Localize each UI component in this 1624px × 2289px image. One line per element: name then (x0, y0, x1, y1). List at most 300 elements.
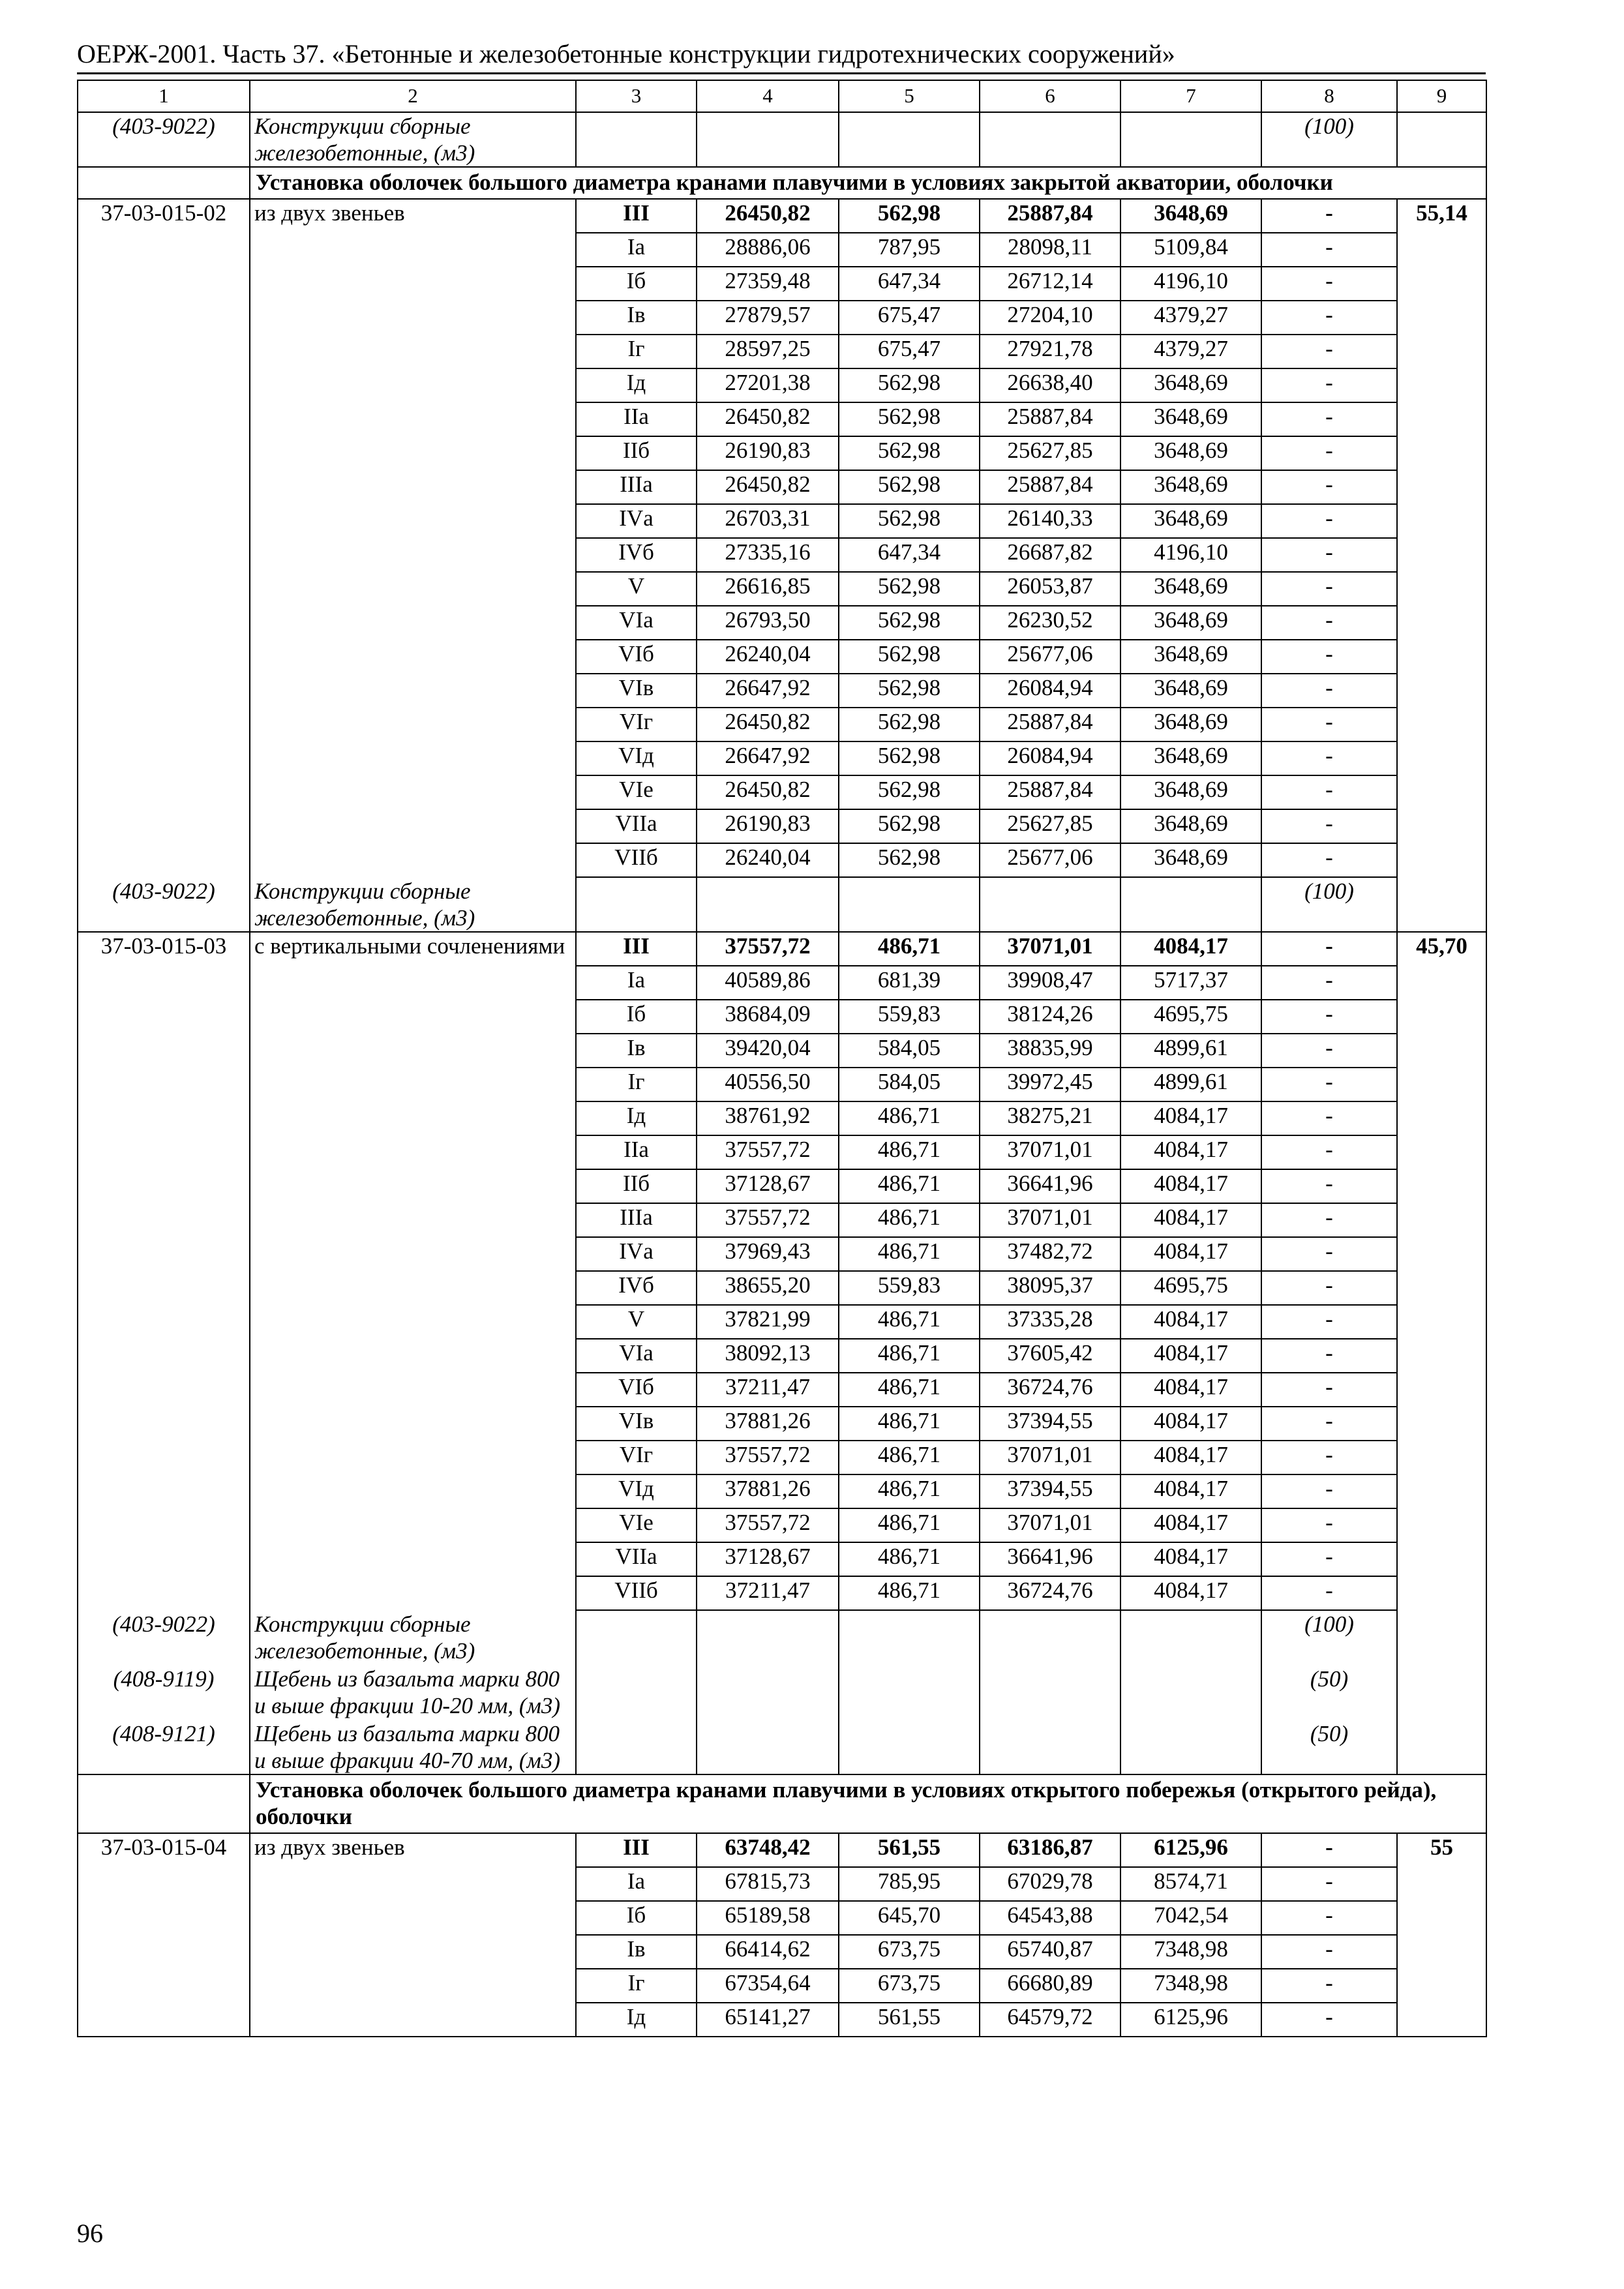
rate-row (78, 843, 1486, 877)
value-cell: 5109,84 (1120, 233, 1261, 267)
value-cell: - (1261, 606, 1397, 640)
value-cell: 27204,10 (980, 301, 1120, 335)
value-cell: - (1261, 1101, 1397, 1135)
value-cell: 26638,40 (980, 368, 1120, 402)
rates-table (77, 80, 1487, 2037)
value-cell: 37071,01 (980, 1203, 1120, 1237)
empty-cell (1397, 741, 1486, 775)
rate-row (78, 966, 1486, 1000)
value-cell: 562,98 (839, 504, 980, 538)
rate-row (78, 2003, 1486, 2037)
empty-cell (250, 1935, 576, 1969)
value-cell: - (1261, 368, 1397, 402)
value-cell: 562,98 (839, 775, 980, 809)
value-cell: 3648,69 (1120, 674, 1261, 708)
value-cell: 486,71 (839, 1508, 980, 1542)
material-row (78, 1665, 1486, 1720)
value-cell: - (1261, 470, 1397, 504)
zone-cell: VIIб (576, 843, 697, 877)
value-cell: 562,98 (839, 843, 980, 877)
value-cell: 25677,06 (980, 640, 1120, 674)
zone-cell: VIг (576, 1441, 697, 1474)
value-cell: 673,75 (839, 1969, 980, 2003)
empty-cell (250, 1339, 576, 1373)
value-cell: 486,71 (839, 1169, 980, 1203)
value-cell: - (1261, 1969, 1397, 2003)
column-number: 6 (980, 80, 1120, 112)
empty-cell (1397, 674, 1486, 708)
value-cell: 4899,61 (1120, 1034, 1261, 1068)
value-cell: - (1261, 1373, 1397, 1407)
value-cell: 66680,89 (980, 1969, 1120, 2003)
value-cell: 38092,13 (697, 1339, 839, 1373)
rate-row (78, 233, 1486, 267)
zone-cell: VIа (576, 606, 697, 640)
empty-cell (1397, 843, 1486, 877)
value-cell: 559,83 (839, 1000, 980, 1034)
empty-cell (1397, 1441, 1486, 1474)
value-cell: 25887,84 (980, 470, 1120, 504)
empty-cell (1397, 877, 1486, 932)
zone-cell: Iг (576, 1068, 697, 1101)
value-cell: 38095,37 (980, 1271, 1120, 1305)
value-cell: 26793,50 (697, 606, 839, 640)
empty-cell (78, 1000, 250, 1034)
empty-cell (1397, 606, 1486, 640)
rate-row (78, 1068, 1486, 1101)
empty-cell (78, 1901, 250, 1935)
value-cell: 559,83 (839, 1271, 980, 1305)
zone-cell: VIв (576, 674, 697, 708)
empty-cell (1397, 1305, 1486, 1339)
item-name: с вертикальными сочленениями (250, 932, 576, 966)
column-number: 3 (576, 80, 697, 112)
value-cell: 26190,83 (697, 809, 839, 843)
value-cell: - (1261, 1305, 1397, 1339)
empty-cell (1397, 1135, 1486, 1169)
value-cell: - (1261, 1135, 1397, 1169)
empty-cell (250, 809, 576, 843)
empty-cell (250, 301, 576, 335)
empty-cell (250, 741, 576, 775)
material-row (78, 1720, 1486, 1774)
value-cell: 561,55 (839, 1833, 980, 1867)
value-cell: 39972,45 (980, 1068, 1120, 1101)
empty-cell (839, 1720, 980, 1774)
value-cell: 26450,82 (697, 199, 839, 233)
material-row (78, 112, 1486, 167)
empty-cell (250, 402, 576, 436)
empty-cell (1397, 1237, 1486, 1271)
empty-cell (1397, 1101, 1486, 1135)
rate-row (78, 1508, 1486, 1542)
value-cell: - (1261, 538, 1397, 572)
value-cell: 37482,72 (980, 1237, 1120, 1271)
value-cell: - (1261, 932, 1397, 966)
value-cell: - (1261, 1271, 1397, 1305)
value-cell: 3648,69 (1120, 843, 1261, 877)
value-cell: - (1261, 1901, 1397, 1935)
value-cell: 64543,88 (980, 1901, 1120, 1935)
empty-cell (839, 1665, 980, 1720)
empty-cell (1397, 1969, 1486, 2003)
value-cell: 65141,27 (697, 2003, 839, 2037)
zone-cell: IVб (576, 538, 697, 572)
empty-cell (250, 775, 576, 809)
value-cell: 65740,87 (980, 1935, 1120, 1969)
empty-cell (1397, 1474, 1486, 1508)
value-cell: - (1261, 1508, 1397, 1542)
empty-cell (697, 112, 839, 167)
empty-cell (78, 1271, 250, 1305)
empty-cell (78, 1101, 250, 1135)
value-cell: - (1261, 640, 1397, 674)
rate-row (78, 1969, 1486, 2003)
empty-cell (1397, 1407, 1486, 1441)
value-cell: - (1261, 1068, 1397, 1101)
value-cell: 37211,47 (697, 1373, 839, 1407)
zone-cell: IIIа (576, 1203, 697, 1237)
value-cell: - (1261, 1203, 1397, 1237)
empty-cell (250, 1271, 576, 1305)
value-cell: 37881,26 (697, 1407, 839, 1441)
empty-cell (250, 470, 576, 504)
value-cell: 26230,52 (980, 606, 1120, 640)
value-cell: 4196,10 (1120, 267, 1261, 301)
rate-row (78, 1576, 1486, 1610)
value-cell: 7042,54 (1120, 1901, 1261, 1935)
value-cell: 37557,72 (697, 1441, 839, 1474)
section-title: Установка оболочек большого диаметра кранами плавучими в условиях закрытой акватории, оболочки (250, 167, 1486, 199)
value-cell: - (1261, 1000, 1397, 1034)
material-qty: (100) (1261, 877, 1397, 932)
value-cell: 4084,17 (1120, 1305, 1261, 1339)
value-cell: 36724,76 (980, 1373, 1120, 1407)
zone-cell: V (576, 1305, 697, 1339)
value-cell: 36641,96 (980, 1542, 1120, 1576)
zone-cell: Iг (576, 335, 697, 368)
rate-row (78, 1373, 1486, 1407)
empty-cell (250, 1101, 576, 1135)
zone-cell: Iа (576, 1867, 697, 1901)
empty-cell (576, 877, 697, 932)
value-cell: - (1261, 775, 1397, 809)
value-cell: 3648,69 (1120, 572, 1261, 606)
value-cell: 64579,72 (980, 2003, 1120, 2037)
value-cell: 562,98 (839, 470, 980, 504)
zone-cell: IIа (576, 1135, 697, 1169)
empty-cell (250, 572, 576, 606)
material-name: Конструкции сборные железобетонные, (м3) (250, 112, 576, 167)
value-cell: 486,71 (839, 1237, 980, 1271)
value-cell: 37557,72 (697, 932, 839, 966)
value-cell: - (1261, 809, 1397, 843)
value-cell: 645,70 (839, 1901, 980, 1935)
zone-cell: Iг (576, 1969, 697, 2003)
empty-cell (839, 112, 980, 167)
empty-cell (78, 1935, 250, 1969)
rate-row (78, 199, 1486, 233)
zone-cell: VIIб (576, 1576, 697, 1610)
value-cell: 681,39 (839, 966, 980, 1000)
value-cell: 3648,69 (1120, 809, 1261, 843)
empty-cell (250, 436, 576, 470)
rate-row (78, 1441, 1486, 1474)
value-cell: - (1261, 436, 1397, 470)
material-code: (408-9119) (78, 1665, 250, 1720)
empty-cell (1397, 1271, 1486, 1305)
column-number-row (78, 80, 1486, 112)
value-cell: 675,47 (839, 301, 980, 335)
material-qty: (100) (1261, 1610, 1397, 1665)
zone-cell: IIб (576, 1169, 697, 1203)
value-cell: 65189,58 (697, 1901, 839, 1935)
zone-cell: Iд (576, 368, 697, 402)
rate-row (78, 301, 1486, 335)
value-cell: 25627,85 (980, 809, 1120, 843)
value-cell: 486,71 (839, 1305, 980, 1339)
value-cell: 37128,67 (697, 1169, 839, 1203)
zone-cell: IIб (576, 436, 697, 470)
empty-cell (250, 368, 576, 402)
rate-row (78, 267, 1486, 301)
rate-row (78, 1000, 1486, 1034)
empty-cell (697, 1720, 839, 1774)
zone-cell: Iв (576, 1034, 697, 1068)
empty-cell (78, 775, 250, 809)
value-cell: - (1261, 843, 1397, 877)
value-cell: 561,55 (839, 2003, 980, 2037)
empty-cell (1120, 877, 1261, 932)
zone-cell: Iа (576, 966, 697, 1000)
value-cell: 38275,21 (980, 1101, 1120, 1135)
empty-cell (78, 1969, 250, 2003)
rate-row (78, 640, 1486, 674)
empty-cell (250, 1867, 576, 1901)
rate-row (78, 606, 1486, 640)
value-cell: 37128,67 (697, 1542, 839, 1576)
empty-cell (1397, 775, 1486, 809)
value-cell: 26140,33 (980, 504, 1120, 538)
value-cell: 486,71 (839, 1339, 980, 1373)
value-cell: 486,71 (839, 1373, 980, 1407)
value-cell: 562,98 (839, 606, 980, 640)
zone-cell: Iд (576, 1101, 697, 1135)
rate-row (78, 741, 1486, 775)
empty-cell (576, 112, 697, 167)
section-title: Установка оболочек большого диаметра кранами плавучими в условиях открытого побережья (открытого рейда), оболочки (250, 1774, 1486, 1833)
value-cell: 5717,37 (1120, 966, 1261, 1000)
value-cell: 4084,17 (1120, 1441, 1261, 1474)
zone-cell: III (576, 199, 697, 233)
empty-cell (250, 1000, 576, 1034)
empty-cell (78, 167, 250, 199)
zone-cell: Iб (576, 267, 697, 301)
value-cell: 562,98 (839, 199, 980, 233)
rate-row (78, 1271, 1486, 1305)
empty-cell (250, 708, 576, 741)
material-code: (408-9121) (78, 1720, 250, 1774)
empty-cell (250, 1407, 576, 1441)
empty-cell (1120, 1665, 1261, 1720)
value-cell: - (1261, 504, 1397, 538)
rate-row (78, 1474, 1486, 1508)
value-cell: 25887,84 (980, 775, 1120, 809)
empty-cell (78, 741, 250, 775)
rate-row (78, 368, 1486, 402)
value-cell: 486,71 (839, 1441, 980, 1474)
value-cell: - (1261, 1833, 1397, 1867)
value-cell: - (1261, 966, 1397, 1000)
value-cell: - (1261, 301, 1397, 335)
value-cell: 486,71 (839, 1576, 980, 1610)
value-cell: - (1261, 1237, 1397, 1271)
empty-cell (250, 966, 576, 1000)
empty-cell (78, 1474, 250, 1508)
zone-cell: VIб (576, 640, 697, 674)
value-cell: 26240,04 (697, 640, 839, 674)
empty-cell (78, 402, 250, 436)
empty-cell (1397, 1576, 1486, 1610)
empty-cell (250, 606, 576, 640)
value-cell: - (1261, 402, 1397, 436)
value-cell: 27879,57 (697, 301, 839, 335)
value-cell: 37557,72 (697, 1203, 839, 1237)
value-cell: 4084,17 (1120, 1101, 1261, 1135)
value-cell: 26084,94 (980, 674, 1120, 708)
empty-cell (250, 640, 576, 674)
value-cell: 37071,01 (980, 932, 1120, 966)
rate-row (78, 809, 1486, 843)
page-number: 96 (77, 2219, 103, 2248)
value-cell: 40556,50 (697, 1068, 839, 1101)
value-cell: 26647,92 (697, 674, 839, 708)
zone-cell: VIе (576, 1508, 697, 1542)
value-cell: 562,98 (839, 741, 980, 775)
empty-cell (250, 1169, 576, 1203)
value-cell: 26240,04 (697, 843, 839, 877)
rate-row (78, 335, 1486, 368)
value-cell: - (1261, 199, 1397, 233)
value-cell: 27201,38 (697, 368, 839, 402)
value-cell: 26687,82 (980, 538, 1120, 572)
column-number: 4 (697, 80, 839, 112)
value-cell: 562,98 (839, 368, 980, 402)
value-cell: 785,95 (839, 1867, 980, 1901)
empty-cell (250, 1474, 576, 1508)
material-row (78, 877, 1486, 932)
value-cell: - (1261, 2003, 1397, 2037)
empty-cell (1397, 233, 1486, 267)
rate-row (78, 402, 1486, 436)
empty-cell (1397, 538, 1486, 572)
empty-cell (1397, 1068, 1486, 1101)
value-cell: 63186,87 (980, 1833, 1120, 1867)
value-cell: 3648,69 (1120, 436, 1261, 470)
value-cell: 3648,69 (1120, 640, 1261, 674)
item-name: из двух звеньев (250, 199, 576, 233)
zone-cell: IIIа (576, 470, 697, 504)
empty-cell (1397, 1901, 1486, 1935)
rate-row (78, 1867, 1486, 1901)
value-cell: 37071,01 (980, 1508, 1120, 1542)
value-cell: 3648,69 (1120, 470, 1261, 504)
empty-cell (980, 1665, 1120, 1720)
value-cell: 37071,01 (980, 1135, 1120, 1169)
value-cell: 647,34 (839, 538, 980, 572)
empty-cell (1397, 436, 1486, 470)
value-cell: 4899,61 (1120, 1068, 1261, 1101)
empty-cell (576, 1720, 697, 1774)
zone-cell: VIIа (576, 809, 697, 843)
value-cell: 4084,17 (1120, 1203, 1261, 1237)
empty-cell (980, 112, 1120, 167)
empty-cell (78, 572, 250, 606)
zone-cell: Iв (576, 301, 697, 335)
value-cell: 66414,62 (697, 1935, 839, 1969)
value-cell: 6125,96 (1120, 1833, 1261, 1867)
value-cell: 562,98 (839, 708, 980, 741)
material-code: (403-9022) (78, 1610, 250, 1665)
value-cell: - (1261, 1867, 1397, 1901)
value-cell: 37071,01 (980, 1441, 1120, 1474)
value-cell: 562,98 (839, 436, 980, 470)
value-cell: - (1261, 1474, 1397, 1508)
empty-cell (576, 1610, 697, 1665)
value-cell: 673,75 (839, 1935, 980, 1969)
empty-cell (250, 2003, 576, 2037)
empty-cell (78, 1407, 250, 1441)
value-cell: - (1261, 1407, 1397, 1441)
value-cell: 26450,82 (697, 708, 839, 741)
value-cell: 3648,69 (1120, 504, 1261, 538)
column-number: 7 (1120, 80, 1261, 112)
value-cell: 562,98 (839, 809, 980, 843)
zone-cell: VIIа (576, 1542, 697, 1576)
empty-cell (1397, 301, 1486, 335)
value-cell: 4196,10 (1120, 538, 1261, 572)
value-cell: 37605,42 (980, 1339, 1120, 1373)
empty-cell (250, 1135, 576, 1169)
empty-cell (78, 1034, 250, 1068)
value-cell: 4084,17 (1120, 1474, 1261, 1508)
empty-cell (78, 301, 250, 335)
empty-cell (1397, 1867, 1486, 1901)
value-cell: - (1261, 708, 1397, 741)
empty-cell (78, 470, 250, 504)
value-cell: 26703,31 (697, 504, 839, 538)
empty-cell (250, 504, 576, 538)
value-cell: 26647,92 (697, 741, 839, 775)
value-cell: 36724,76 (980, 1576, 1120, 1610)
value-cell: 7348,98 (1120, 1969, 1261, 2003)
value-cell: 4084,17 (1120, 1542, 1261, 1576)
value-cell: - (1261, 572, 1397, 606)
empty-cell (78, 335, 250, 368)
zone-cell: IVб (576, 1271, 697, 1305)
value-cell: 4379,27 (1120, 335, 1261, 368)
value-cell: 562,98 (839, 674, 980, 708)
empty-cell (1397, 1542, 1486, 1576)
value-cell: 562,98 (839, 572, 980, 606)
value-cell: 6125,96 (1120, 2003, 1261, 2037)
rate-row (78, 1935, 1486, 1969)
value-cell: 27335,16 (697, 538, 839, 572)
zone-cell: Iа (576, 233, 697, 267)
value-cell: 25887,84 (980, 402, 1120, 436)
rate-row (78, 1305, 1486, 1339)
page-header: ОЕРЖ-2001. Часть 37. «Бетонные и железобетонные конструкции гидротехнических сооружений» (77, 39, 1175, 68)
